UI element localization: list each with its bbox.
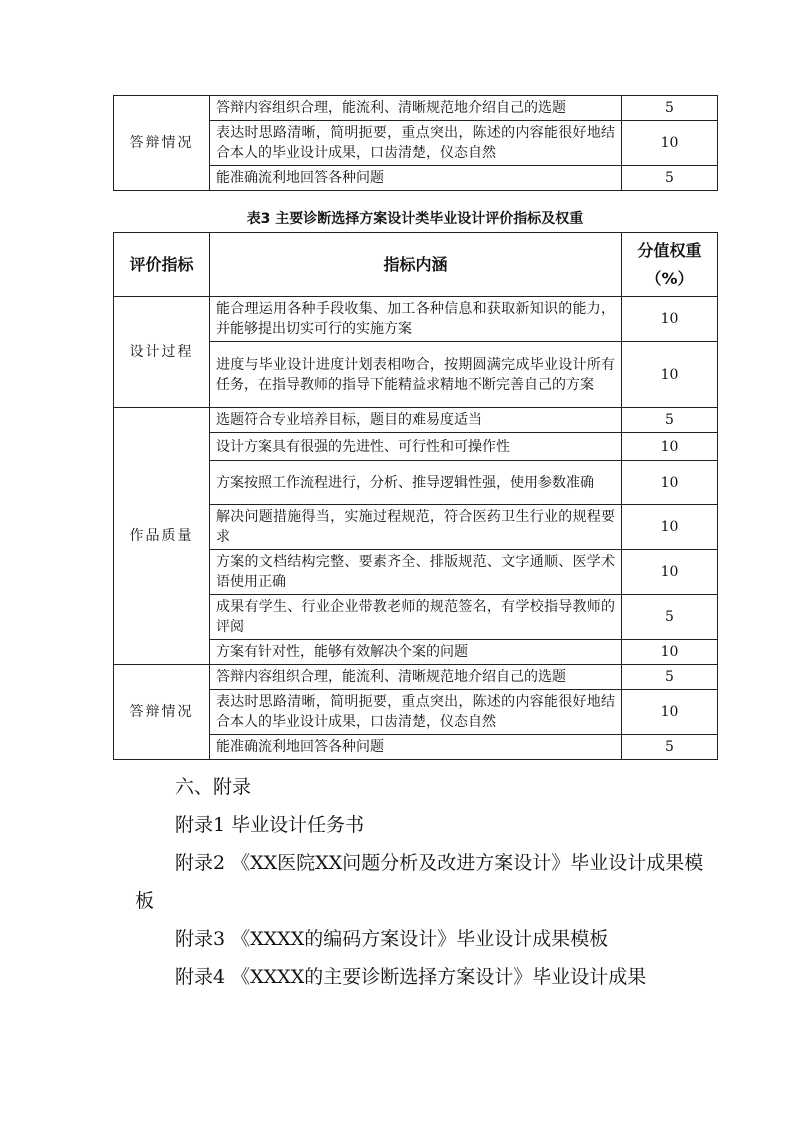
table-header-row	[114, 233, 718, 297]
category-cell: 答辩情况	[114, 96, 210, 191]
score-cell: 5	[622, 595, 718, 640]
table-row	[114, 297, 718, 342]
content-cell: 设计方案具有很强的先进性、可行性和可操作性	[210, 433, 622, 461]
score-cell: 5	[622, 166, 718, 191]
content-cell: 选题符合专业培养目标，题目的难易度适当	[210, 408, 622, 433]
table-continuation	[113, 95, 718, 191]
category-cell: 答辩情况	[114, 665, 210, 760]
score-cell: 10	[622, 342, 718, 408]
content-cell: 能准确流利地回答各种问题	[210, 735, 622, 760]
content-cell: 表达时思路清晰，简明扼要，重点突出，陈述的内容能很好地结合本人的毕业设计成果，口齿清楚，仪态自然	[210, 690, 622, 735]
table-row	[114, 96, 718, 121]
content-cell: 方案的文档结构完整、要素齐全、排版规范、文字通顺、医学术语使用正确	[210, 550, 622, 595]
score-cell: 10	[622, 505, 718, 550]
content-cell: 答辩内容组织合理，能流利、清晰规范地介绍自己的选题	[210, 96, 622, 121]
appendix-item: 附录4 《XXXX的主要诊断选择方案设计》毕业设计成果	[175, 966, 647, 988]
score-cell: 10	[622, 297, 718, 342]
header-content: 指标内涵	[210, 233, 622, 297]
header-indicator: 评价指标	[114, 233, 210, 297]
content-cell: 答辩内容组织合理，能流利、清晰规范地介绍自己的选题	[210, 665, 622, 690]
appendix-heading: 六、附录	[175, 776, 252, 798]
score-cell: 5	[622, 665, 718, 690]
evaluation-table	[113, 232, 718, 760]
appendix-item: 附录2 《XX医院XX问题分析及改进方案设计》毕业设计成果模板	[135, 852, 704, 912]
content-cell: 方案有针对性，能够有效解决个案的问题	[210, 640, 622, 665]
content-cell: 能准确流利地回答各种问题	[210, 166, 622, 191]
score-cell: 5	[622, 735, 718, 760]
score-cell: 10	[622, 461, 718, 505]
score-cell: 10	[622, 121, 718, 166]
content-cell: 方案按照工作流程进行，分析、推导逻辑性强，使用参数准确	[210, 461, 622, 505]
content-cell: 能合理运用各种手段收集、加工各种信息和获取新知识的能力，并能够提出切实可行的实施方案	[210, 297, 622, 342]
appendix-section	[135, 768, 715, 996]
content-cell: 进度与毕业设计进度计划表相吻合，按期圆满完成毕业设计所有任务，在指导教师的指导下能精益求精地不断完善自己的方案	[210, 342, 622, 408]
table-row	[114, 665, 718, 690]
category-cell: 设计过程	[114, 297, 210, 408]
content-cell: 表达时思路清晰，简明扼要，重点突出，陈述的内容能很好地结合本人的毕业设计成果，口齿清楚，仪态自然	[210, 121, 622, 166]
score-cell: 10	[622, 690, 718, 735]
table-caption: 表3 主要诊断选择方案设计类毕业设计评价指标及权重	[246, 211, 584, 227]
content-cell: 解决问题措施得当，实施过程规范，符合医药卫生行业的规程要求	[210, 505, 622, 550]
table-row	[114, 408, 718, 433]
score-cell: 10	[622, 433, 718, 461]
category-cell: 作品质量	[114, 408, 210, 665]
appendix-item: 附录3 《XXXX的编码方案设计》毕业设计成果模板	[175, 928, 609, 950]
score-cell: 10	[622, 640, 718, 665]
appendix-item: 附录1 毕业设计任务书	[175, 814, 365, 836]
content-cell: 成果有学生、行业企业带教老师的规范签名，有学校指导教师的评阅	[210, 595, 622, 640]
score-cell: 5	[622, 408, 718, 433]
score-cell: 10	[622, 550, 718, 595]
score-cell: 5	[622, 96, 718, 121]
header-weight: 分值权重（%）	[622, 233, 718, 297]
